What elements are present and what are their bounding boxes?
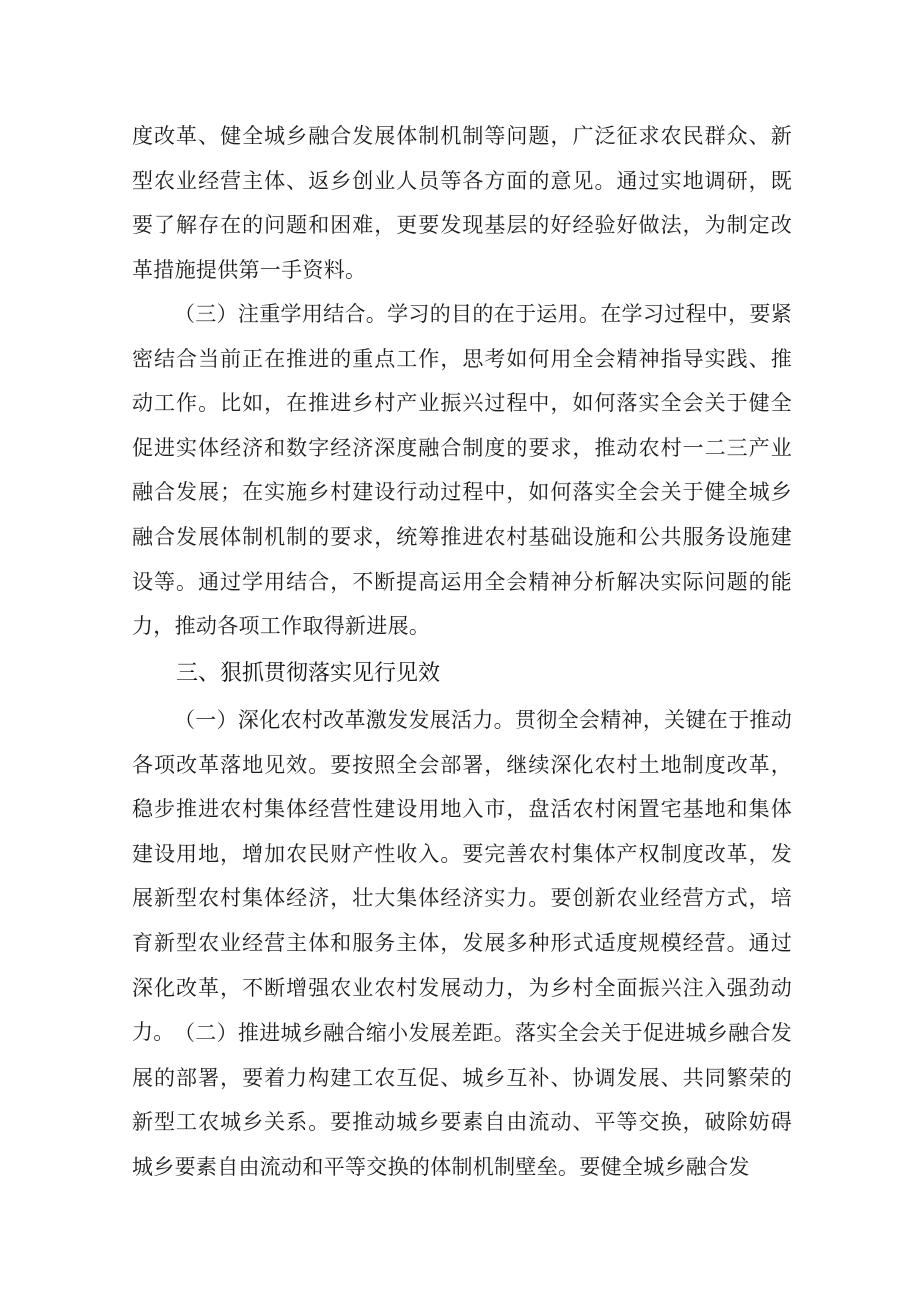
paragraph-rural-reform: （一）深化农村改革激发发展活力。贯彻全会精神，关键在于推动各项改革落地见效。要按照全会部署，继续深化农村土地制度改革，稳步推进农村集体经营性建设用地入市，盘活农村闲置宅基地和集体建设用地，增加农民财产性收入。要完善农村集体产权制度改革，发展新型农村集体经济，壮大集体经济实力。要创新农业经营方式，培育新型农业经营主体和服务主体，发展多种形式适度规模经营。通过深化改革，不断增强农业农村发展动力，为乡村全面振兴注入强劲动力。 bbox=[132, 708, 792, 1045]
paragraph-urban-rural-integration: （二）推进城乡融合缩小发展差距。落实全会关于促进城乡融合发展的部署，要着力构建工农互促、城乡互补、协调发展、共同繁荣的新型工农城乡关系。要推动城乡要素自由流动、平等交换，破除妨碍城乡要素自由流动和平等交换的体制机制壁垒。要健全城乡融合发 bbox=[132, 1021, 792, 1179]
paragraph-study-application: （三）注重学用结合。学习的目的在于运用。在学习过程中，要紧密结合当前正在推进的重点工作，思考如何用全会精神指导实践、推动工作。比如，在推进乡村产业振兴过程中，如何落实全会关于健全促进实体经济和数字经济深度融合制度的要求，推动农村一二三产业融合发展；在实施乡村建设行动过程中，如何落实全会关于健全城乡融合发展体制机制的要求，统筹推进农村基础设施和公共服务设施建设等。通过学用结合，不断提高运用全会精神分析解决实际问题的能力，推动各项工作取得新进展。 bbox=[132, 302, 792, 639]
paragraph-continued: 度改革、健全城乡融合发展体制机制等问题，广泛征求农民群众、新型农业经营主体、返乡创业人员等各方面的意见。通过实地调研，既要了解存在的问题和困难，更要发现基层的好经验好做法，为制定改革措施提供第一手资料。 bbox=[132, 124, 792, 282]
section-heading: 三、狠抓贯彻落实见行见效 bbox=[176, 661, 441, 686]
